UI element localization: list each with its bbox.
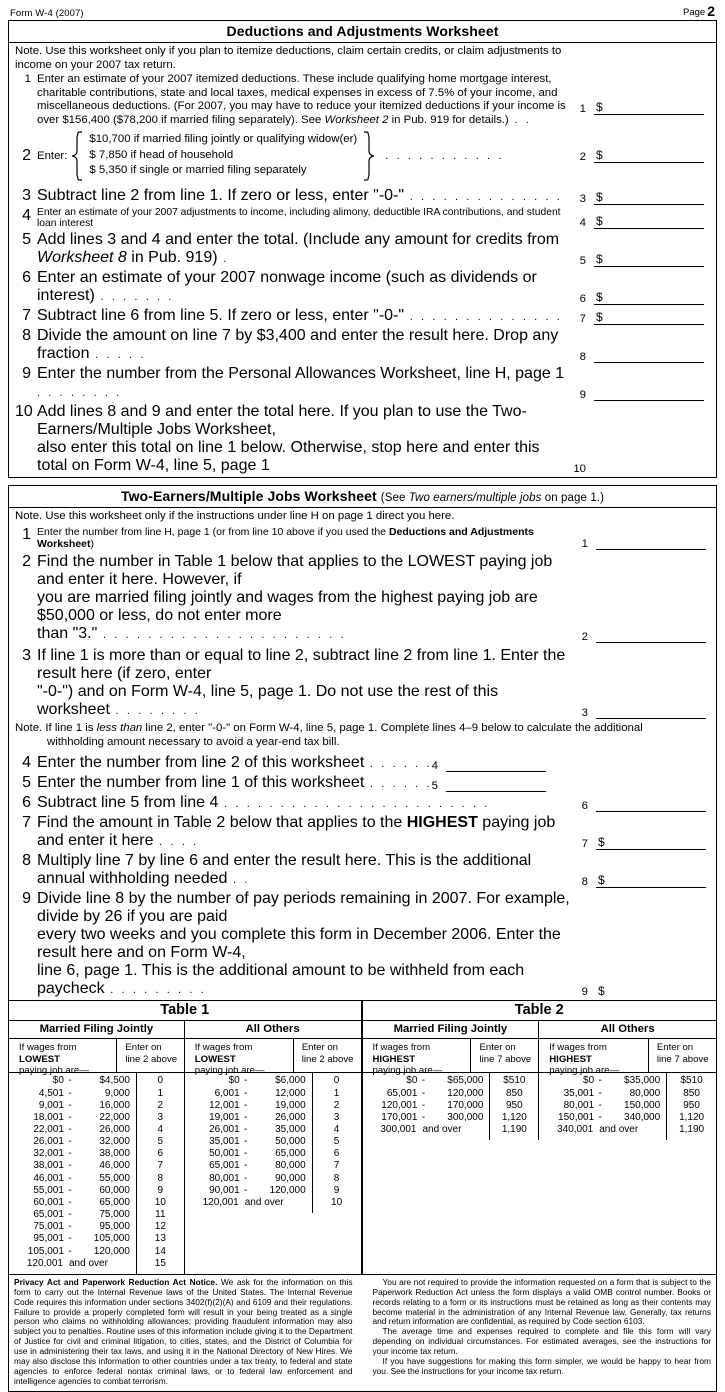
line-2-answer-number: 2	[579, 150, 586, 163]
w2-line-3-answer-field[interactable]	[596, 705, 706, 719]
table-2	[363, 1001, 717, 1274]
table-row-range: 120,001 - 170,000	[381, 1099, 484, 1111]
table-2-mfj-ranges	[363, 1073, 491, 1140]
table-row-value: 5	[157, 1136, 164, 1148]
line-7-text: Subtract line 6 from line 5. If zero or less, enter "-0-" . . . . . . . . . . . . . .	[37, 306, 563, 324]
table-row-value: 950	[505, 1099, 523, 1111]
table-row-value: 950	[683, 1099, 700, 1111]
line-4-text: Enter an estimate of your 2007 adjustments to income, including alimony, deductible IRA contributions, and student loan interest	[37, 206, 561, 229]
table-1-all-enter-header: Enter on line 2 above	[301, 1042, 354, 1065]
table-row-value: 4	[157, 1123, 164, 1135]
table-row-value: 10	[331, 1196, 343, 1208]
w2-line-6-text: Subtract line 5 from line 4 . . . . . . . . . . . . . . . . . . . . . . . .	[37, 794, 490, 812]
table-row-range: 12,001 - 19,000	[209, 1099, 306, 1111]
line-4-answer-field[interactable]	[594, 215, 704, 229]
w2-line-6-answer-field[interactable]	[596, 798, 706, 812]
line-8-text: Divide the amount on line 7 by $3,400 and enter the result here. Drop any fraction . . . . .	[37, 326, 559, 362]
table-1-mfj-ranges	[9, 1073, 137, 1274]
w2-line-1-answer-field[interactable]	[596, 536, 706, 550]
line-9-answer-number: 9	[579, 388, 586, 401]
table-row-range: 105,001 - 120,000	[27, 1245, 130, 1257]
table-row-range: 35,001 - 50,000	[209, 1136, 306, 1148]
left-brace-icon	[71, 131, 83, 181]
worksheet1-title: Deductions and Adjustments Worksheet	[9, 21, 716, 43]
worksheet2-line-6	[15, 794, 712, 812]
line-9-answer-field[interactable]	[594, 387, 704, 401]
table-1-mfj-values	[137, 1073, 184, 1274]
line-4-answer-number: 4	[579, 216, 586, 229]
table-row-range: 340,001 and over	[557, 1123, 639, 1135]
line-6-text: Enter an estimate of your 2007 nonwage income (such as dividends or interest) . . . . . . .	[37, 268, 537, 304]
w2-line-3-answer-number: 3	[581, 707, 588, 720]
line-10-text	[37, 403, 570, 475]
worksheet1-line-4	[15, 207, 712, 229]
w2-line-9-answer-field[interactable]	[596, 984, 706, 998]
notice-right-paragraph-3: If you have suggestions for making this form simpler, we would be happy to hear from you. See the instructions for your income tax return.	[372, 1356, 711, 1376]
line-10-number: 10	[15, 402, 33, 420]
table-row-value: 12	[154, 1221, 166, 1233]
line-10-text-a: Add lines 8 and 9 and enter the total here. If you plan to use the Two-Earners/Multiple Jobs Worksheet,	[37, 402, 527, 438]
line-8-answer-number: 8	[579, 350, 586, 363]
table-1-mfj-column	[9, 1039, 185, 1274]
table-row-range: 75,001 - 95,000	[33, 1221, 130, 1233]
w2-line-8-answer-number: 8	[581, 876, 588, 889]
line-4-number: 4	[22, 206, 31, 224]
table-row-range: 18,001 - 22,000	[33, 1111, 130, 1123]
right-brace-icon	[363, 131, 375, 181]
w2-line-5-text: Enter the number from line 1 of this worksheet . . . . . .	[37, 774, 433, 792]
w2-line-4-answer-field[interactable]	[446, 758, 546, 772]
table-1-all-values	[313, 1073, 361, 1213]
worksheet1-line-10	[15, 403, 712, 475]
notice-left-paragraph	[14, 1278, 353, 1387]
notice-left-body: We ask for the information on this form to carry out the Internal Revenue laws of the United States. The Internal Revenue Code requires this information under sections 3402(f)(2)(A) and 6109 and their regulations. Failure to provide a properly completed form will result in your being treated as a single person who claims no withholding allowances; providing fraudulent information may also subject you to penalties. Routine uses of this information include giving it to the Department of Justice for civil and criminal litigation, to cities, states, and the District of Columbia for use in administering their tax laws, and using it in the National Directory of New Hires. We may also disclose this information to other countries under a tax treaty, to federal and state agencies to enforce federal nontax criminal laws, or to federal law enforcement and intelligence agencies to combat terrorism.	[14, 1276, 353, 1386]
table-row-value: 6	[157, 1148, 164, 1160]
table-row-value: 7	[333, 1160, 340, 1172]
w2-line-1-text: Enter the number from line H, page 1 (or from line 10 above if you used the Deductions and Adjustments Worksheet)	[37, 526, 534, 551]
table-row-range: 95,001 - 105,000	[33, 1233, 130, 1245]
table-row-range: 19,001 - 26,000	[209, 1111, 306, 1123]
table-row-value: 6	[333, 1148, 340, 1160]
line-1-answer-number: 1	[579, 103, 586, 115]
w2-line-9-text	[37, 890, 572, 998]
table-row-range: 150,001 - 340,000	[558, 1111, 661, 1123]
table-row-value: 1,120	[501, 1111, 527, 1123]
table-row-value: $510	[680, 1075, 703, 1087]
table-row-range: 55,001 - 60,000	[33, 1184, 130, 1196]
table-row-value: 1,190	[501, 1123, 527, 1135]
line-10-answer-field[interactable]	[594, 461, 704, 475]
two-earners-multiple-jobs-worksheet	[8, 485, 717, 1002]
worksheet2-note-2	[15, 722, 712, 749]
table-row-range: 22,001 - 26,000	[33, 1123, 130, 1135]
table-row-range: 120,001 and over	[26, 1257, 108, 1269]
table-row-value: 8	[333, 1172, 340, 1184]
line-2-option-0: $10,700 if married filing jointly or qualifying widow(er)	[89, 133, 358, 146]
table-row-value: 2	[157, 1099, 164, 1111]
table-2-all-column	[539, 1039, 716, 1140]
line-6-number: 6	[22, 268, 31, 286]
table-2-subhead-mfj: Married Filing Jointly	[363, 1021, 540, 1038]
line-9-number: 9	[22, 364, 31, 382]
w2-line-5-answer-number: 5	[431, 780, 438, 793]
line-1-answer-field[interactable]	[594, 101, 704, 115]
line-8-answer-field[interactable]	[594, 349, 704, 363]
w2-line-2-answer-number: 2	[581, 631, 588, 644]
w2-line-3-number: 3	[22, 647, 31, 665]
w2-line-9-text-c: line 6, page 1. This is the additional amount to be withheld from each paycheck . . . . . . . . .	[37, 962, 525, 998]
w2-line-3-text	[37, 647, 572, 719]
worksheet2-line-7	[15, 814, 712, 850]
table-row-value: 15	[154, 1257, 166, 1269]
table-row-value: 1	[333, 1087, 340, 1099]
line-5-number: 5	[22, 230, 31, 248]
table-row-range: $0 - $6,000	[228, 1075, 306, 1087]
table-row-value: 3	[333, 1111, 340, 1123]
w2-line-9-answer-number: 9	[581, 986, 588, 999]
line-3-answer-number: 3	[579, 192, 586, 205]
table-row-value: 8	[157, 1172, 164, 1184]
line-7-answer-field[interactable]	[594, 311, 704, 325]
table-row-value: 11	[155, 1209, 166, 1221]
table-row-range: 26,001 - 32,000	[33, 1136, 130, 1148]
worksheet1-note: Note. Use this worksheet only if you plan to itemize deductions, claim certain credits, or claim adjustments to income on your 2007 tax return.	[15, 45, 562, 71]
table-1-caption: Table 1	[9, 1001, 361, 1021]
table-row-range: 35,001 - 80,000	[563, 1087, 661, 1099]
table-row-value: 1	[157, 1087, 164, 1099]
table-1-subhead-mfj: Married Filing Jointly	[9, 1021, 185, 1038]
worksheet1-line-6	[15, 269, 712, 305]
table-row-range: 170,001 - 300,000	[381, 1111, 484, 1123]
table-1-mfj-header	[9, 1039, 184, 1077]
line-2-answer-field[interactable]	[594, 149, 704, 163]
w2-line-1-number: 1	[22, 526, 31, 544]
table-row-range: $0 - $4,500	[52, 1075, 130, 1087]
table-row-range: 300,001 and over	[380, 1123, 462, 1135]
line-3-answer-field[interactable]	[594, 191, 704, 205]
table-1-all-column	[185, 1039, 361, 1274]
worksheet2-line-5	[15, 774, 712, 792]
table-2-all-ranges	[539, 1073, 667, 1140]
table-row-range: 80,001 - 90,000	[209, 1172, 306, 1184]
line-5-answer-number: 5	[579, 254, 586, 267]
table-row-range: 120,001 and over	[202, 1196, 284, 1208]
table-2-mfj-enter-header: Enter on line 7 above	[479, 1042, 532, 1065]
worksheet1-line-5	[15, 231, 712, 267]
table-row-value: 7	[157, 1160, 164, 1172]
line-8-number: 8	[22, 326, 31, 344]
worksheet1-line-8	[15, 327, 712, 363]
table-row-range: 6,001 - 12,000	[214, 1087, 306, 1099]
w2-line-2-text-c: than "3." . . . . . . . . . . . . . . . . . . . . . .	[37, 625, 347, 643]
w2-line-7-answer-field[interactable]	[596, 836, 706, 850]
table-1-subhead-all: All Others	[245, 1023, 300, 1036]
line-2-option-1: $ 7,850 if head of household	[89, 148, 234, 161]
table-row-value: 2	[333, 1099, 340, 1111]
table-row-range: 4,501 - 9,000	[38, 1087, 130, 1099]
w2-line-2-text-b: you are married filing jointly and wages from the highest paying job are $50,000 or less, do not enter more	[37, 589, 538, 625]
line-10-text-b: also enter this total on line 1 below. Otherwise, stop here and enter this total on Form W-4, line 5, page 1	[37, 438, 540, 474]
privacy-act-notice	[8, 1275, 717, 1392]
worksheet2-line-9	[15, 890, 712, 998]
line-2-option-2: $ 5,350 if single or married filing separately	[89, 164, 307, 177]
w2-line-8-answer-field[interactable]	[596, 874, 706, 888]
w2-line-4-number: 4	[22, 754, 31, 772]
line-7-answer-number: 7	[579, 312, 586, 325]
worksheet1-line-1	[15, 73, 570, 127]
table-1	[9, 1001, 363, 1274]
table-row-range: 38,001 - 46,000	[33, 1160, 130, 1172]
w2-line-2-answer-field[interactable]	[596, 629, 706, 643]
notice-right-paragraph-1: You are not required to provide the information requested on a form that is subject to the Paperwork Reduction Act unless the form displays a valid OMB control number. Books or records relating to a form or its instructions must be retained as long as their contents may become material in the administration of any Internal Revenue law. Generally, tax returns and return information are confidential, as required by Code section 6103.	[372, 1276, 711, 1327]
table-row-range: $0 - $65,000	[406, 1075, 484, 1087]
notice-right-column	[363, 1278, 712, 1387]
line-6-answer-number: 6	[579, 292, 586, 305]
table-2-subheads	[363, 1021, 717, 1039]
table-row-range: 65,001 - 80,000	[209, 1160, 306, 1172]
w2-line-2-number: 2	[22, 553, 31, 571]
notice-left-column	[14, 1278, 363, 1387]
w2-note2-line-a: Note. If line 1 is less than line 2, enter "-0-" on Form W-4, line 5, page 1. Complete lines 4–9 below to calculate the additional	[15, 722, 643, 735]
worksheet1-line-3	[15, 187, 712, 205]
line-5-text: Add lines 3 and 4 and enter the total. (Include any amount for credits from Worksheet 8 in Pub. 919) .	[37, 230, 560, 266]
table-2-caption: Table 2	[363, 1001, 717, 1021]
table-row-range: 9,001 - 16,000	[38, 1099, 130, 1111]
w2-line-6-number: 6	[22, 794, 31, 812]
line-2-enter-label: Enter:	[37, 149, 68, 162]
table-row-value: 850	[505, 1087, 523, 1099]
page-word: Page	[683, 7, 706, 18]
worksheet2-line-4	[15, 754, 712, 772]
w2-line-9-number: 9	[22, 890, 31, 908]
w2-line-6-answer-number: 6	[581, 800, 588, 813]
line-3-text: Subtract line 2 from line 1. If zero or less, enter "-0-" . . . . . . . . . . . . . .	[37, 186, 563, 204]
table-2-all-values	[667, 1073, 716, 1140]
table-2-mfj-values	[490, 1073, 538, 1140]
table-row-value: 14	[154, 1245, 166, 1257]
worksheet2-title: Two-Earners/Multiple Jobs Worksheet (See Two earners/multiple jobs on page 1.)	[9, 486, 716, 508]
table-row-range: 60,001 - 65,000	[33, 1196, 130, 1208]
table-row-value: 1,190	[679, 1123, 705, 1135]
w2-line-5-answer-field[interactable]	[446, 778, 546, 792]
worksheet2-note: Note. Use this worksheet only if the instructions under line H on page 1 direct you here.	[15, 509, 455, 522]
table-1-all-range-header: If wages from LOWEST paying job are—	[185, 1039, 294, 1072]
w2-line-1-answer-number: 1	[581, 538, 588, 551]
w2-line-3-text-b: "-0-") and on Form W-4, line 5, page 1. Do not use the rest of this worksheet . . . . . . . .	[37, 683, 499, 719]
w2-line-7-answer-number: 7	[581, 838, 588, 851]
worksheet2-line-3	[15, 647, 712, 719]
worksheet2-line-8	[15, 852, 712, 888]
deductions-adjustments-worksheet	[8, 20, 717, 478]
w2-line-4-answer-number: 4	[431, 760, 438, 773]
w2-line-9-text-b: every two weeks and you complete this form in December 2006. Enter the result here and on Form W-4,	[37, 926, 561, 962]
w2-line-2-text	[37, 553, 572, 643]
table-1-all-ranges	[185, 1073, 313, 1213]
table-row-value: 5	[333, 1136, 340, 1148]
table-1-all-header	[185, 1039, 361, 1077]
table-2-subhead-all: All Others	[600, 1023, 655, 1036]
page-header	[8, 0, 717, 20]
line-9-text: Enter the number from the Personal Allowances Worksheet, line H, page 1 . . . . . . . .	[37, 364, 565, 399]
table-2-all-enter-header: Enter on line 7 above	[656, 1042, 709, 1065]
worksheet1-line-9	[15, 365, 712, 401]
form-identifier: Form W-4 (2007)	[10, 8, 84, 19]
line-2-number: 2	[22, 146, 31, 164]
table-row-value: 9	[157, 1184, 164, 1196]
table-row-value: 13	[154, 1233, 166, 1245]
notice-heading: Privacy Act and Paperwork Reduction Act Notice.	[14, 1276, 218, 1287]
table-1-subheads	[9, 1021, 361, 1039]
w2-line-7-text: Find the amount in Table 2 below that applies to the HIGHEST paying job and enter it here . . . .	[37, 814, 556, 850]
line-10-answer-number: 10	[573, 462, 586, 475]
table-row-value: 3	[157, 1111, 164, 1123]
withholding-tables	[8, 1001, 717, 1275]
table-row-value: 850	[683, 1087, 700, 1099]
table-row-value: 0	[157, 1075, 164, 1087]
table-row-range: 80,001 - 150,000	[563, 1099, 661, 1111]
table-row-range: 50,001 - 65,000	[209, 1148, 306, 1160]
table-2-mfj-range-header: If wages from HIGHEST paying job are—	[363, 1039, 472, 1072]
table-row-range: 32,001 - 38,000	[33, 1148, 130, 1160]
worksheet2-line-2	[15, 553, 712, 643]
w2-line-5-number: 5	[22, 774, 31, 792]
line-6-answer-field[interactable]	[594, 291, 704, 305]
table-2-all-range-header: If wages from HIGHEST paying job are—	[539, 1039, 649, 1072]
w2-line-2-text-a: Find the number in Table 1 below that applies to the LOWEST paying job and enter it here. However, if	[37, 553, 553, 589]
table-row-range: 65,001 - 75,000	[33, 1209, 130, 1221]
line-2-options	[83, 132, 363, 179]
table-row-range: 90,001 - 120,000	[209, 1184, 306, 1196]
w2-line-4-text: Enter the number from line 2 of this worksheet . . . . . .	[37, 754, 433, 772]
page-number-label	[683, 3, 715, 19]
worksheet1-line-7	[15, 307, 712, 325]
table-row-range: 26,001 - 35,000	[209, 1123, 306, 1135]
table-1-mfj-enter-header: Enter on line 2 above	[125, 1042, 178, 1065]
w2-line-7-number: 7	[22, 814, 31, 832]
table-row-range: 65,001 - 120,000	[386, 1087, 484, 1099]
line-7-number: 7	[22, 306, 31, 324]
line-5-answer-field[interactable]	[594, 253, 704, 267]
table-row-range: 46,001 - 55,000	[33, 1172, 130, 1184]
notice-right-paragraph-2: The average time and expenses required to complete and file this form will vary depending on individual circumstances. For estimated averages, see the instructions for your income tax return.	[372, 1326, 711, 1357]
w2-line-8-number: 8	[22, 852, 31, 870]
table-row-value: 9	[333, 1184, 340, 1196]
line-1-number: 1	[24, 73, 31, 86]
table-row-value: 10	[154, 1196, 166, 1208]
table-2-mfj-column	[363, 1039, 540, 1140]
table-row-range: $0 - $35,000	[583, 1075, 661, 1087]
table-row-value: 4	[333, 1123, 340, 1135]
table-row-value: 0	[333, 1075, 340, 1087]
worksheet2-line-1	[15, 526, 712, 550]
w2-line-3-text-a: If line 1 is more than or equal to line 2, subtract line 2 from line 1. Enter the result here (if zero, enter	[37, 647, 566, 683]
page-number: 2	[707, 3, 715, 19]
w2-line-9-text-a: Divide line 8 by the number of pay periods remaining in 2007. For example, divide by 26 if you are paid	[37, 890, 570, 926]
table-row-value: 1,120	[679, 1111, 705, 1123]
line-2-leader: . . . . . . . . . . .	[385, 149, 504, 162]
table-row-value: $510	[503, 1075, 526, 1087]
w2-note2-line-b: withholding amount necessary to avoid a year-end tax bill.	[47, 735, 340, 748]
table-2-all-header	[539, 1039, 716, 1077]
line-1-text: Enter an estimate of your 2007 itemized deductions. These include qualifying home mortgage interest, charitable contributions, state and local taxes, medical expenses in excess of 7.5% of your income, and miscellaneous deductions. (For 2007, you may have to reduce your itemized deductions if your income is over $156,400 ($78,200 if married filing separately). See Worksheet 2 in Pub. 919 for details.) . .	[37, 73, 566, 126]
table-2-mfj-header	[363, 1039, 539, 1077]
line-3-number: 3	[22, 186, 31, 204]
table-1-mfj-range-header: If wages from LOWEST paying job are—	[9, 1039, 117, 1072]
w2-line-8-text: Multiply line 7 by line 6 and enter the result here. This is the additional annual withholding needed . .	[37, 852, 532, 888]
